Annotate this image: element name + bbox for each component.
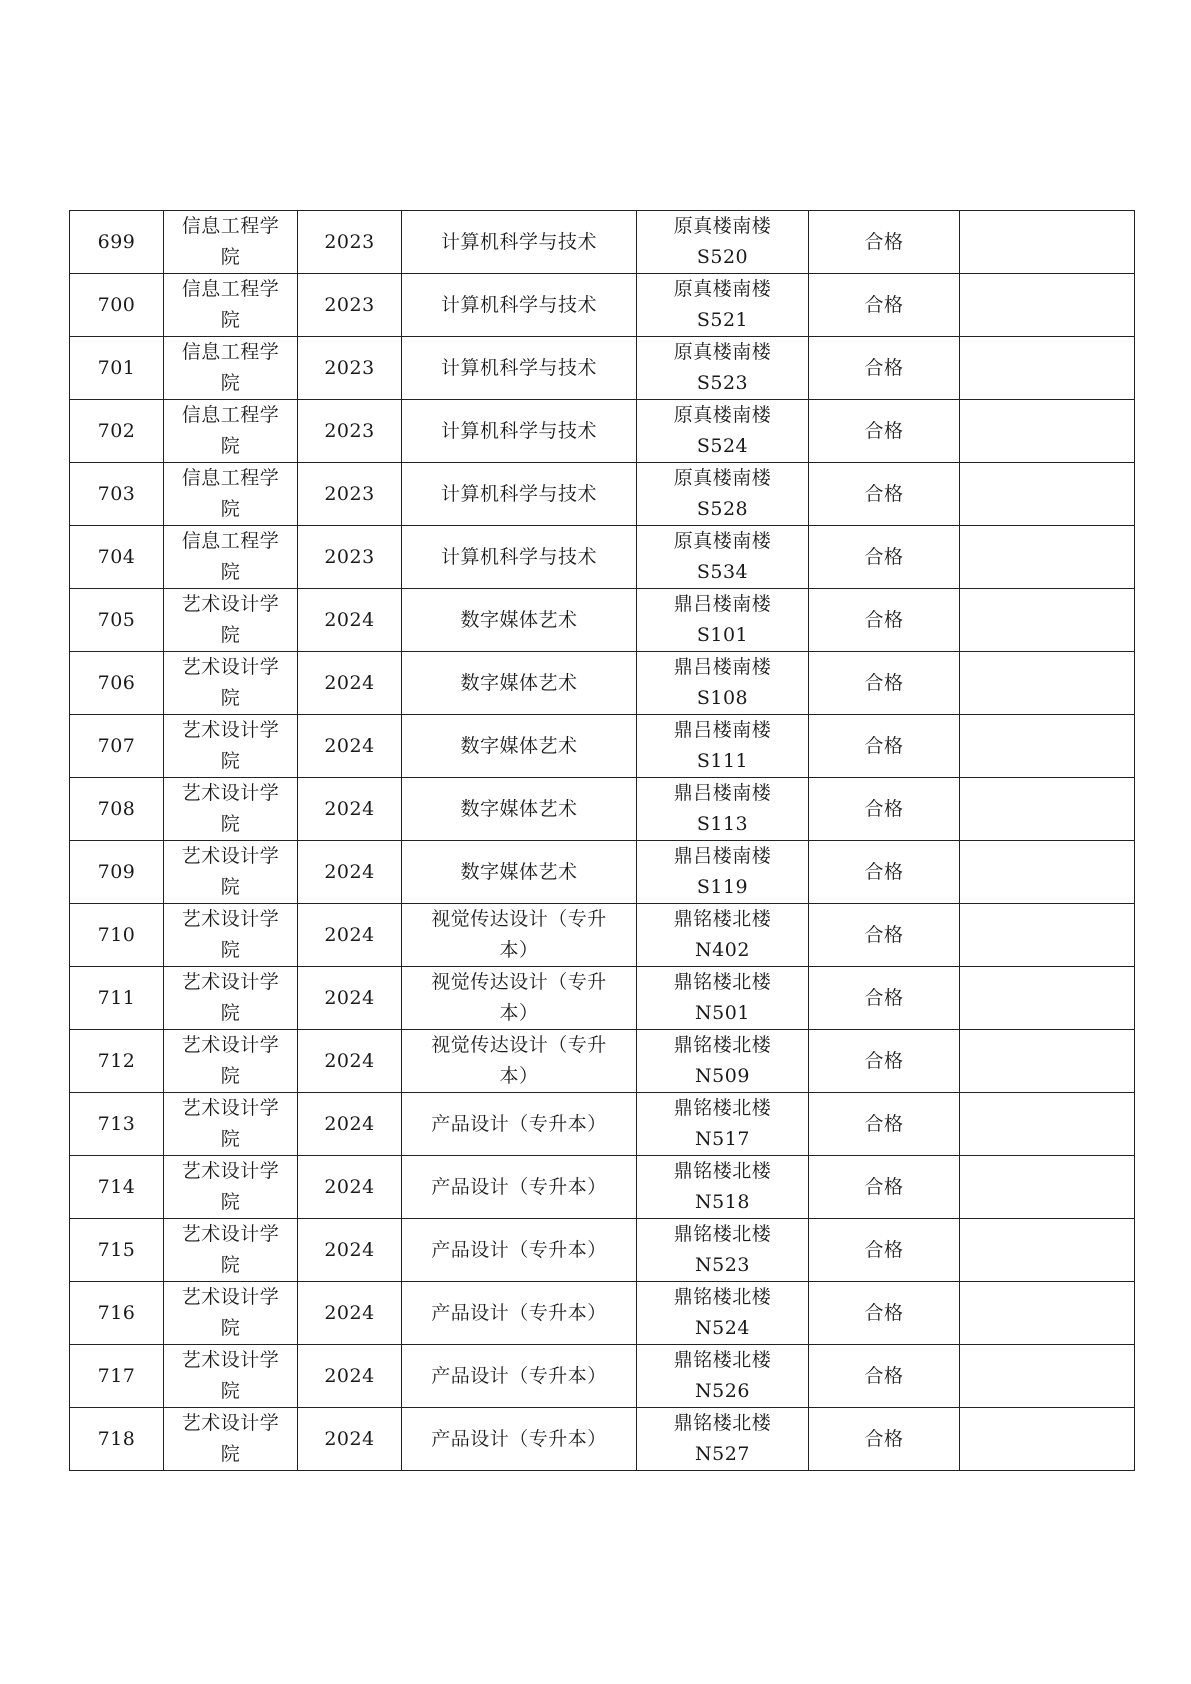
serial-number-cell: 704 (70, 526, 164, 589)
college-cell-line: 院 (220, 1443, 241, 1465)
room-cell (637, 1093, 809, 1156)
result-cell: 合格 (809, 463, 960, 526)
room-cell-line: S113 (696, 813, 749, 835)
room-cell (637, 652, 809, 715)
result-cell: 合格 (809, 274, 960, 337)
serial-number-cell: 702 (70, 400, 164, 463)
college-cell-line: 院 (220, 1380, 241, 1402)
room-cell (637, 1345, 809, 1408)
college-cell-line: 信息工程学 (181, 467, 280, 489)
room-cell-line: 鼎铭楼北楼 (673, 1097, 772, 1119)
serial-number-cell: 703 (70, 463, 164, 526)
room-cell-line: 鼎铭楼北楼 (673, 1412, 772, 1434)
room-cell-line: N523 (695, 1254, 750, 1276)
college-cell (164, 904, 298, 967)
serial-number-cell: 707 (70, 715, 164, 778)
college-cell-line: 艺术设计学 (181, 1349, 280, 1371)
college-cell-line: 信息工程学 (181, 215, 280, 237)
grade-year-cell: 2024 (298, 715, 402, 778)
table-row (70, 652, 1135, 715)
room-cell-line: 原真楼南楼 (673, 530, 772, 552)
result-cell: 合格 (809, 1345, 960, 1408)
college-cell-line: 院 (220, 876, 241, 898)
grade-year-cell: 2023 (298, 526, 402, 589)
college-cell (164, 337, 298, 400)
major-cell (402, 211, 637, 274)
table-row (70, 1345, 1135, 1408)
college-cell-line: 院 (220, 624, 241, 646)
college-cell-line: 艺术设计学 (181, 908, 280, 930)
college-cell-line: 艺术设计学 (181, 1160, 280, 1182)
room-cell (637, 589, 809, 652)
major-cell (402, 526, 637, 589)
serial-number-cell: 710 (70, 904, 164, 967)
college-cell-line: 艺术设计学 (181, 971, 280, 993)
room-cell (637, 904, 809, 967)
serial-number-cell: 709 (70, 841, 164, 904)
college-cell (164, 211, 298, 274)
room-cell-line: N402 (695, 939, 750, 961)
result-cell: 合格 (809, 337, 960, 400)
room-cell-line: S524 (696, 435, 749, 457)
result-cell: 合格 (809, 778, 960, 841)
room-cell (637, 841, 809, 904)
grade-year-cell: 2024 (298, 778, 402, 841)
college-cell-line: 艺术设计学 (181, 1412, 280, 1434)
room-cell-line: N501 (695, 1002, 750, 1024)
note-cell (960, 1156, 1135, 1219)
college-cell-line: 艺术设计学 (181, 719, 280, 741)
grade-year-cell: 2023 (298, 337, 402, 400)
serial-number-cell: 700 (70, 274, 164, 337)
major-cell-line: 数字媒体艺术 (460, 797, 578, 820)
grade-year-cell: 2023 (298, 400, 402, 463)
grade-year-cell: 2024 (298, 1030, 402, 1093)
note-cell (960, 1408, 1135, 1471)
table-row (70, 337, 1135, 400)
major-cell-line: 计算机科学与技术 (440, 356, 597, 379)
college-cell-line: 院 (220, 750, 241, 772)
major-cell-line: 视觉传达设计（专升 (431, 908, 607, 930)
college-cell (164, 1030, 298, 1093)
serial-number-cell: 706 (70, 652, 164, 715)
room-cell-line: S523 (696, 372, 749, 394)
college-cell-line: 艺术设计学 (181, 1097, 280, 1119)
table-row (70, 211, 1135, 274)
major-cell-line: 本） (499, 1065, 539, 1087)
college-cell-line: 院 (220, 372, 241, 394)
college-cell (164, 463, 298, 526)
result-cell: 合格 (809, 1030, 960, 1093)
table-row (70, 1030, 1135, 1093)
major-cell-line: 产品设计（专升本） (431, 1238, 607, 1261)
major-cell (402, 589, 637, 652)
grade-year-cell: 2024 (298, 841, 402, 904)
major-cell (402, 652, 637, 715)
room-cell-line: 鼎吕楼南楼 (673, 782, 772, 804)
note-cell (960, 841, 1135, 904)
room-cell (637, 778, 809, 841)
serial-number-cell: 708 (70, 778, 164, 841)
major-cell (402, 337, 637, 400)
room-cell-line: 原真楼南楼 (673, 215, 772, 237)
major-cell (402, 274, 637, 337)
room-cell-line: 鼎铭楼北楼 (673, 1223, 772, 1245)
room-cell (637, 1282, 809, 1345)
grade-year-cell: 2024 (298, 904, 402, 967)
major-cell-line: 计算机科学与技术 (440, 293, 597, 316)
table-row (70, 526, 1135, 589)
result-cell: 合格 (809, 652, 960, 715)
room-cell-line: S521 (696, 309, 749, 331)
result-cell: 合格 (809, 1408, 960, 1471)
serial-number-cell: 701 (70, 337, 164, 400)
result-cell: 合格 (809, 589, 960, 652)
major-cell-line: 产品设计（专升本） (431, 1427, 607, 1450)
serial-number-cell: 715 (70, 1219, 164, 1282)
room-cell-line: S520 (696, 246, 749, 268)
result-cell: 合格 (809, 967, 960, 1030)
room-cell (637, 715, 809, 778)
college-cell-line: 艺术设计学 (181, 1223, 280, 1245)
college-cell (164, 1408, 298, 1471)
major-cell (402, 1093, 637, 1156)
room-cell-line: N509 (695, 1065, 750, 1087)
college-cell-line: 艺术设计学 (181, 845, 280, 867)
result-cell: 合格 (809, 400, 960, 463)
room-cell-line: 原真楼南楼 (673, 404, 772, 426)
room-cell-line: 原真楼南楼 (673, 341, 772, 363)
college-cell-line: 院 (220, 1065, 241, 1087)
college-cell (164, 526, 298, 589)
table-row (70, 1282, 1135, 1345)
room-cell-line: S534 (696, 561, 749, 583)
major-cell (402, 778, 637, 841)
result-cell: 合格 (809, 526, 960, 589)
room-cell-line: N524 (695, 1317, 750, 1339)
note-cell (960, 1219, 1135, 1282)
grade-year-cell: 2024 (298, 1345, 402, 1408)
college-cell-line: 信息工程学 (181, 278, 280, 300)
major-cell-line: 计算机科学与技术 (440, 419, 597, 442)
serial-number-cell: 716 (70, 1282, 164, 1345)
room-cell-line: 鼎吕楼南楼 (673, 656, 772, 678)
room-cell (637, 1219, 809, 1282)
grade-year-cell: 2024 (298, 1282, 402, 1345)
note-cell (960, 526, 1135, 589)
table-row (70, 1093, 1135, 1156)
note-cell (960, 1093, 1135, 1156)
serial-number-cell: 714 (70, 1156, 164, 1219)
college-cell (164, 274, 298, 337)
major-cell (402, 463, 637, 526)
room-cell-line: N526 (695, 1380, 750, 1402)
note-cell (960, 652, 1135, 715)
result-cell: 合格 (809, 715, 960, 778)
room-cell-line: 鼎铭楼北楼 (673, 1349, 772, 1371)
note-cell (960, 400, 1135, 463)
room-cell-line: 原真楼南楼 (673, 278, 772, 300)
college-cell (164, 1093, 298, 1156)
major-cell-line: 本） (499, 1002, 539, 1024)
room-cell-line: 鼎铭楼北楼 (673, 1286, 772, 1308)
college-cell (164, 652, 298, 715)
grade-year-cell: 2024 (298, 589, 402, 652)
college-cell (164, 1345, 298, 1408)
table-row (70, 1219, 1135, 1282)
table-row (70, 274, 1135, 337)
room-cell-line: 鼎吕楼南楼 (673, 845, 772, 867)
table-row (70, 1408, 1135, 1471)
college-cell-line: 院 (220, 1002, 241, 1024)
major-cell-line: 数字媒体艺术 (460, 671, 578, 694)
college-cell (164, 715, 298, 778)
room-cell-line: N527 (695, 1443, 750, 1465)
major-cell (402, 1408, 637, 1471)
major-cell-line: 本） (499, 939, 539, 961)
room-cell-line: N517 (695, 1128, 750, 1150)
table-row (70, 841, 1135, 904)
college-cell-line: 院 (220, 246, 241, 268)
table-row (70, 589, 1135, 652)
grade-year-cell: 2024 (298, 967, 402, 1030)
note-cell (960, 904, 1135, 967)
note-cell (960, 1030, 1135, 1093)
college-cell (164, 1282, 298, 1345)
college-cell-line: 院 (220, 1254, 241, 1276)
table-row (70, 1156, 1135, 1219)
room-cell-line: N518 (695, 1191, 750, 1213)
note-cell (960, 463, 1135, 526)
table-body (70, 211, 1135, 1471)
room-cell-line: S111 (696, 750, 749, 772)
serial-number-cell: 705 (70, 589, 164, 652)
result-cell: 合格 (809, 1282, 960, 1345)
college-cell-line: 院 (220, 561, 241, 583)
major-cell (402, 1219, 637, 1282)
college-cell-line: 艺术设计学 (181, 1286, 280, 1308)
room-cell (637, 967, 809, 1030)
college-cell (164, 400, 298, 463)
college-cell-line: 信息工程学 (181, 530, 280, 552)
grade-year-cell: 2023 (298, 274, 402, 337)
grade-year-cell: 2024 (298, 1156, 402, 1219)
room-cell-line: 鼎吕楼南楼 (673, 593, 772, 615)
result-cell: 合格 (809, 1093, 960, 1156)
room-cell (637, 337, 809, 400)
room-cell-line: S108 (696, 687, 749, 709)
serial-number-cell: 713 (70, 1093, 164, 1156)
major-cell (402, 1156, 637, 1219)
room-cell (637, 274, 809, 337)
room-cell (637, 211, 809, 274)
serial-number-cell: 718 (70, 1408, 164, 1471)
major-cell (402, 1345, 637, 1408)
inspection-table (69, 210, 1135, 1471)
college-cell-line: 院 (220, 1317, 241, 1339)
serial-number-cell: 711 (70, 967, 164, 1030)
major-cell (402, 904, 637, 967)
room-cell (637, 1408, 809, 1471)
table-row (70, 904, 1135, 967)
table-row (70, 967, 1135, 1030)
college-cell-line: 院 (220, 813, 241, 835)
major-cell-line: 视觉传达设计（专升 (431, 1034, 607, 1056)
college-cell-line: 信息工程学 (181, 404, 280, 426)
major-cell-line: 数字媒体艺术 (460, 860, 578, 883)
room-cell-line: S119 (696, 876, 749, 898)
college-cell (164, 1219, 298, 1282)
room-cell (637, 1156, 809, 1219)
college-cell (164, 778, 298, 841)
result-cell: 合格 (809, 1156, 960, 1219)
college-cell (164, 1156, 298, 1219)
major-cell-line: 产品设计（专升本） (431, 1301, 607, 1324)
note-cell (960, 211, 1135, 274)
grade-year-cell: 2023 (298, 211, 402, 274)
college-cell-line: 院 (220, 1128, 241, 1150)
note-cell (960, 778, 1135, 841)
table-row (70, 778, 1135, 841)
major-cell (402, 1282, 637, 1345)
serial-number-cell: 699 (70, 211, 164, 274)
room-cell-line: S528 (696, 498, 749, 520)
college-cell-line: 院 (220, 687, 241, 709)
room-cell (637, 400, 809, 463)
note-cell (960, 1345, 1135, 1408)
table-row (70, 400, 1135, 463)
college-cell-line: 艺术设计学 (181, 1034, 280, 1056)
major-cell-line: 数字媒体艺术 (460, 734, 578, 757)
major-cell (402, 715, 637, 778)
college-cell-line: 信息工程学 (181, 341, 280, 363)
room-cell-line: S101 (696, 624, 749, 646)
major-cell-line: 视觉传达设计（专升 (431, 971, 607, 993)
table-row (70, 715, 1135, 778)
result-cell: 合格 (809, 904, 960, 967)
college-cell-line: 艺术设计学 (181, 656, 280, 678)
major-cell-line: 产品设计（专升本） (431, 1364, 607, 1387)
college-cell-line: 艺术设计学 (181, 593, 280, 615)
college-cell-line: 院 (220, 1191, 241, 1213)
grade-year-cell: 2023 (298, 463, 402, 526)
room-cell-line: 鼎铭楼北楼 (673, 1160, 772, 1182)
college-cell-line: 院 (220, 309, 241, 331)
major-cell-line: 计算机科学与技术 (440, 482, 597, 505)
room-cell (637, 1030, 809, 1093)
serial-number-cell: 712 (70, 1030, 164, 1093)
major-cell (402, 400, 637, 463)
major-cell (402, 1030, 637, 1093)
college-cell (164, 589, 298, 652)
room-cell (637, 526, 809, 589)
major-cell (402, 967, 637, 1030)
major-cell-line: 产品设计（专升本） (431, 1112, 607, 1135)
major-cell-line: 计算机科学与技术 (440, 545, 597, 568)
grade-year-cell: 2024 (298, 1219, 402, 1282)
major-cell-line: 产品设计（专升本） (431, 1175, 607, 1198)
result-cell: 合格 (809, 841, 960, 904)
major-cell (402, 841, 637, 904)
college-cell (164, 967, 298, 1030)
table-row (70, 463, 1135, 526)
room-cell-line: 鼎吕楼南楼 (673, 719, 772, 741)
result-cell: 合格 (809, 1219, 960, 1282)
grade-year-cell: 2024 (298, 652, 402, 715)
major-cell-line: 数字媒体艺术 (460, 608, 578, 631)
note-cell (960, 1282, 1135, 1345)
college-cell-line: 院 (220, 435, 241, 457)
room-cell (637, 463, 809, 526)
room-cell-line: 原真楼南楼 (673, 467, 772, 489)
college-cell-line: 院 (220, 498, 241, 520)
grade-year-cell: 2024 (298, 1408, 402, 1471)
note-cell (960, 715, 1135, 778)
note-cell (960, 337, 1135, 400)
grade-year-cell: 2024 (298, 1093, 402, 1156)
room-cell-line: 鼎铭楼北楼 (673, 971, 772, 993)
note-cell (960, 589, 1135, 652)
note-cell (960, 967, 1135, 1030)
college-cell-line: 院 (220, 939, 241, 961)
major-cell-line: 计算机科学与技术 (440, 230, 597, 253)
college-cell (164, 841, 298, 904)
serial-number-cell: 717 (70, 1345, 164, 1408)
note-cell (960, 274, 1135, 337)
room-cell-line: 鼎铭楼北楼 (673, 908, 772, 930)
college-cell-line: 艺术设计学 (181, 782, 280, 804)
room-cell-line: 鼎铭楼北楼 (673, 1034, 772, 1056)
result-cell: 合格 (809, 211, 960, 274)
